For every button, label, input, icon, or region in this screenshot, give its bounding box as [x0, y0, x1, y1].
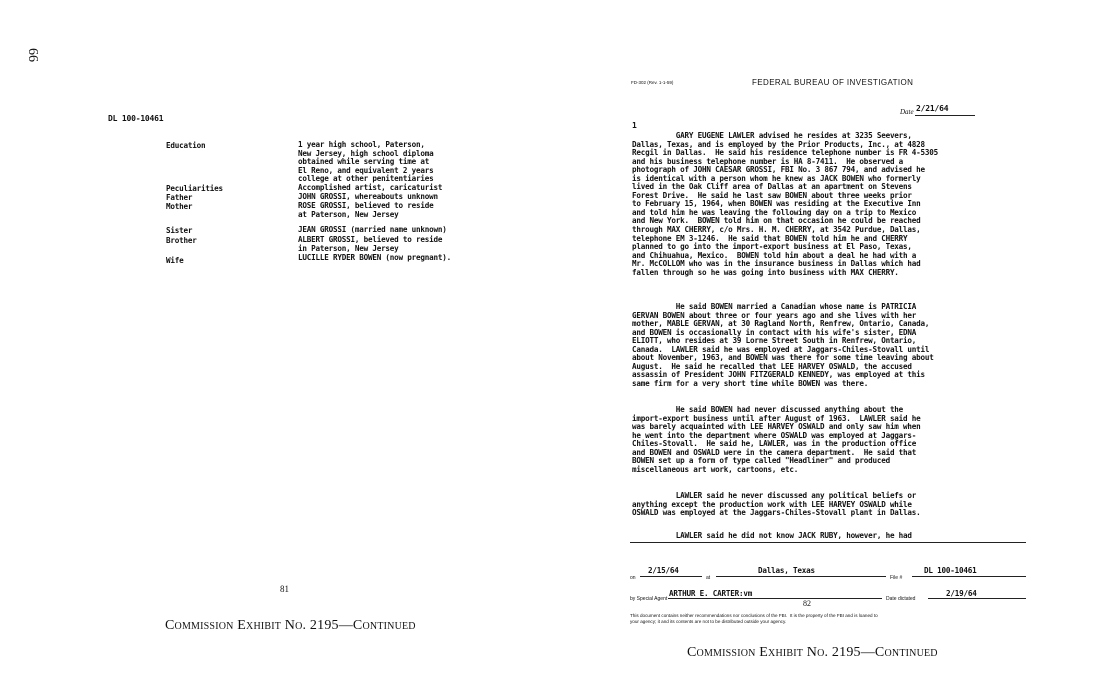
field-value: Accomplished artist, caricaturist	[298, 183, 443, 192]
field-label: Peculiarities	[166, 184, 223, 193]
dictated-underline	[928, 598, 1026, 599]
by-label: by Special Agent	[630, 596, 668, 602]
date-value: 2/21/64	[916, 104, 949, 113]
field-value: 1 year high school, Paterson, New Jersey, high school diploma obtained while serving time at El Reno, and equivalent 2 years college at other penitentiaries	[298, 140, 434, 184]
on-label: on	[630, 575, 636, 581]
field-value: LUCILLE RYDER BOWEN (now pregnant).	[298, 253, 452, 262]
field-value: ALBERT GROSSI, believed to reside in Paterson, New Jersey	[298, 235, 443, 253]
body-paragraph: GARY EUGENE LAWLER advised he resides at 3235 Seevers, Dallas, Texas, and is employed by the Prior Products, Inc., at 4828 Recgil in Dallas. He said his residence telephone number is FR 4-5305 and his business telephone number is HA 8-7411. He observed a photograph of JOHN CAESAR GROSSI, FBI No. 3 867 794, and advised he is identical with a person whom he knew as JACK BOWEN who formerly lived in the Oak Cliff area of Dallas at an apartment on Stevens Forest Drive. He said he last saw BOWEN about three weeks prior to February 15, 1964, when BOWEN was residing at the Executive Inn and told him he was leaving the following day on a trip to Mexico and New York. BOWEN told him on that occasion he could be reached through MAX CHERRY, c/o Mrs. H. M. CHERRY, at 3542 Purdue, Dallas, telephone EM 3-1246. He said that BOWEN told him he and CHERRY planned to go into the import-export business at El Paso, Texas, and Chihuahua, Mexico. BOWEN told him about a deal he had with a Mr. McCOLLOM who was in the insurance business in Dallas which had fallen through so he was going into business with MAX CHERRY.	[632, 131, 939, 277]
date-label: Date	[900, 108, 914, 116]
disclaimer-line: This document contains neither recommendations nor conclusions of the FBI. It is the property of the FBI and is loaned to	[630, 613, 878, 618]
page-number: 82	[803, 599, 811, 608]
dictated-value: 2/19/64	[946, 589, 977, 598]
disclaimer-line: your agency; it and its contents are not to be distributed outside your agency.	[630, 619, 787, 624]
agency-header: FEDERAL BUREAU OF INVESTIGATION	[752, 78, 914, 87]
at-underline	[716, 576, 886, 577]
by-underline	[668, 598, 882, 599]
field-label: Sister	[166, 226, 193, 235]
margin-page-number: 66	[25, 48, 40, 62]
page-number: 81	[280, 584, 289, 594]
body-paragraph: LAWLER said he never discussed any political beliefs or anything except the production work with LEE HARVEY OSWALD while OSWALD was employed at the Jaggars-Chiles-Stovall plant in Dallas.	[632, 491, 921, 518]
field-value: ROSE GROSSI, believed to reside at Paterson, New Jersey	[298, 201, 434, 219]
file-underline	[912, 576, 1026, 577]
field-label: Education	[166, 141, 206, 150]
form-rule	[630, 542, 1026, 543]
exhibit-caption: Commission Exhibit No. 2195—Continued	[687, 645, 938, 660]
at-value: Dallas, Texas	[758, 566, 815, 575]
file-value: DL 100-10461	[924, 566, 977, 575]
on-underline	[640, 576, 702, 577]
date-underline	[915, 115, 975, 116]
on-value: 2/15/64	[648, 566, 679, 575]
by-value: ARTHUR E. CARTER:vm	[669, 589, 753, 598]
field-label: Mother	[166, 202, 193, 211]
at-label: at	[706, 575, 711, 581]
body-paragraph: He said BOWEN married a Canadian whose name is PATRICIA GERVAN BOWEN about three or four years ago and she lives with her mother, MABLE GERVAN, at 30 Ragland North, Renfrew, Ontario, Canada, and BOWEN is occasionally in contact with his wife's sister, EDNA ELIOTT, who resides at 39 Lorne Street South in Renfrew, Ontario, Canada. LAWLER said he was employed at Jaggars-Chiles-Stovall until about November, 1963, and BOWEN was there for some time leaving about August. He said he recalled that LEE HARVEY OSWALD, the accused assassin of President JOHN FITZGERALD KENNEDY, was employed at this same firm for a very short time while BOWEN was there.	[632, 302, 934, 388]
page-marker: 1	[632, 121, 637, 130]
form-code: FD-302 (Rev. 1-1-59)	[631, 80, 674, 85]
field-label: Father	[166, 193, 193, 202]
file-number: DL 100-10461	[108, 114, 164, 123]
file-label: File #	[890, 575, 903, 581]
body-paragraph: He said BOWEN had never discussed anything about the import-export business until after August of 1963. LAWLER said he was barely acquainted with LEE HARVEY OSWALD and only saw him when he went into the department where OSWALD was employed at Jaggars- Chiles-Stovall. He said he, LAWLER, was in the production office and BOWEN and OSWALD were in the camera department. He said that BOWEN set up a form of type called "Headliner" and produced miscellaneous art work, cartoons, etc.	[632, 405, 921, 474]
field-value: JOHN GROSSI, whereabouts unknown	[298, 192, 438, 201]
dictated-label: Date dictated	[886, 596, 916, 602]
field-value: JEAN GROSSI (married name unknown)	[298, 225, 447, 234]
body-paragraph: LAWLER said he did not know JACK RUBY, however, he had	[632, 531, 912, 540]
field-label: Wife	[166, 256, 184, 265]
exhibit-caption: Commission Exhibit No. 2195—Continued	[165, 618, 416, 633]
field-label: Brother	[166, 236, 197, 245]
